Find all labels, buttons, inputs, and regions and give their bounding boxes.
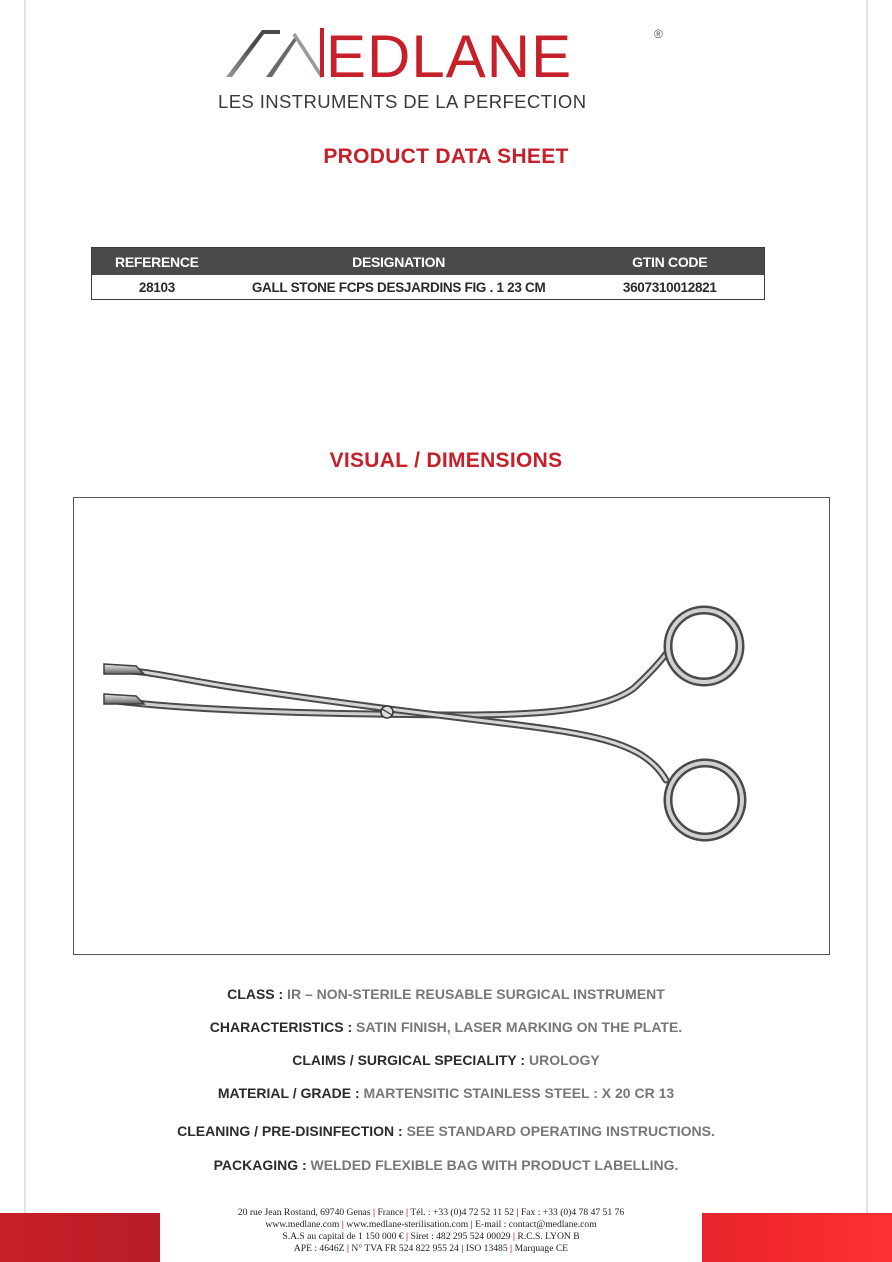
gall-stone-forceps-illustration xyxy=(74,498,831,956)
spec-cleaning-label: CLEANING / PRE-DISINFECTION : xyxy=(177,1123,403,1139)
footer-line-web xyxy=(200,1219,662,1231)
footer-ce-marking: Marquage CE xyxy=(514,1243,569,1254)
footer-separator: | xyxy=(470,1219,473,1230)
cell-reference: 28103 xyxy=(138,279,175,295)
company-footer xyxy=(200,1207,662,1255)
spec-material-label: MATERIAL / GRADE : xyxy=(217,1085,360,1101)
footer-siret: Siret : 482 295 524 00029 xyxy=(410,1231,511,1242)
spec-packaging-label: PACKAGING : xyxy=(213,1157,307,1173)
product-data-sheet-title: PRODUCT DATA SHEET xyxy=(323,145,569,168)
footer-line-registration xyxy=(200,1243,662,1255)
footer-separator: | xyxy=(372,1207,376,1218)
footer-separator: | xyxy=(510,1243,513,1254)
spec-packaging-value: WELDED FLEXIBLE BAG WITH PRODUCT LABELLING. xyxy=(306,1157,679,1173)
footer-line-address xyxy=(200,1207,662,1219)
spec-cleaning xyxy=(0,1123,892,1139)
footer-red-bar-right xyxy=(702,1213,892,1262)
footer-rcs: R.C.S. LYON B xyxy=(517,1231,580,1242)
spec-cleaning-value: SEE STANDARD OPERATING INSTRUCTIONS. xyxy=(402,1123,715,1139)
header-reference: REFERENCE xyxy=(92,248,222,276)
footer-website[interactable]: www.medlane.com xyxy=(265,1219,340,1230)
footer-country: France xyxy=(377,1207,404,1218)
footer-phone: Tél. : +33 (0)4 72 52 11 52 xyxy=(410,1207,514,1218)
registered-mark: ® xyxy=(654,27,663,41)
spec-characteristics-label: CHARACTERISTICS : xyxy=(209,1019,353,1035)
cell-gtin-code: 3607310012821 xyxy=(622,279,717,295)
footer-separator: | xyxy=(516,1207,519,1218)
footer-line-legal xyxy=(200,1231,662,1243)
footer-sterilisation-website[interactable]: www.medlane-sterilisation.com xyxy=(346,1219,469,1230)
header-designation: DESIGNATION xyxy=(222,248,576,276)
footer-capital: S.A.S au capital de 1 150 000 € xyxy=(282,1231,404,1242)
spec-claims-value: UROLOGY xyxy=(525,1052,600,1068)
spec-packaging xyxy=(0,1157,892,1173)
footer-vat: N° TVA FR 524 822 955 24 xyxy=(351,1243,459,1254)
spec-claims-label: CLAIMS / SURGICAL SPECIALITY : xyxy=(292,1052,526,1068)
footer-separator: | xyxy=(346,1243,350,1254)
spec-class xyxy=(0,986,892,1002)
footer-address: 20 rue Jean Rostand, 69740 Genas xyxy=(237,1207,371,1218)
table-header-row xyxy=(92,248,765,276)
header-gtin-code: GTIN CODE xyxy=(575,248,764,276)
spec-class-value: IR – NON-STERILE REUSABLE SURGICAL INSTRUMENT xyxy=(283,986,665,1002)
footer-iso: ISO 13485 xyxy=(465,1243,508,1254)
product-visual-box xyxy=(73,497,830,955)
footer-email[interactable]: E-mail : contact@medlane.com xyxy=(475,1219,597,1230)
footer-separator: | xyxy=(512,1231,516,1242)
footer-separator: | xyxy=(406,1231,409,1242)
left-page-rule xyxy=(24,0,26,1262)
footer-ape: APE : 4646Z xyxy=(293,1243,345,1254)
footer-separator: | xyxy=(405,1207,409,1218)
footer-separator: | xyxy=(461,1243,464,1254)
right-page-rule xyxy=(866,0,868,1262)
footer-red-bar-left xyxy=(0,1213,160,1262)
cell-designation: GALL STONE FCPS DESJARDINS FIG . 1 23 CM xyxy=(251,279,546,295)
visual-dimensions-title: VISUAL / DIMENSIONS xyxy=(329,449,563,472)
spec-characteristics xyxy=(0,1019,892,1035)
spec-claims xyxy=(0,1052,892,1068)
spec-material xyxy=(0,1085,892,1101)
brand-tagline: LES INSTRUMENTS DE LA PERFECTION xyxy=(218,91,587,112)
logo-wordmark: EDLANE xyxy=(326,23,573,90)
footer-separator: | xyxy=(341,1219,344,1230)
table-row xyxy=(92,275,765,300)
footer-fax: Fax : +33 (0)4 78 47 51 76 xyxy=(520,1207,625,1218)
spec-characteristics-value: SATIN FINISH, LASER MARKING ON THE PLATE. xyxy=(352,1019,683,1035)
reference-table xyxy=(91,247,765,300)
spec-material-value: MARTENSITIC STAINLESS STEEL : X 20 CR 13 xyxy=(359,1085,675,1101)
spec-class-label: CLASS : xyxy=(227,986,284,1002)
